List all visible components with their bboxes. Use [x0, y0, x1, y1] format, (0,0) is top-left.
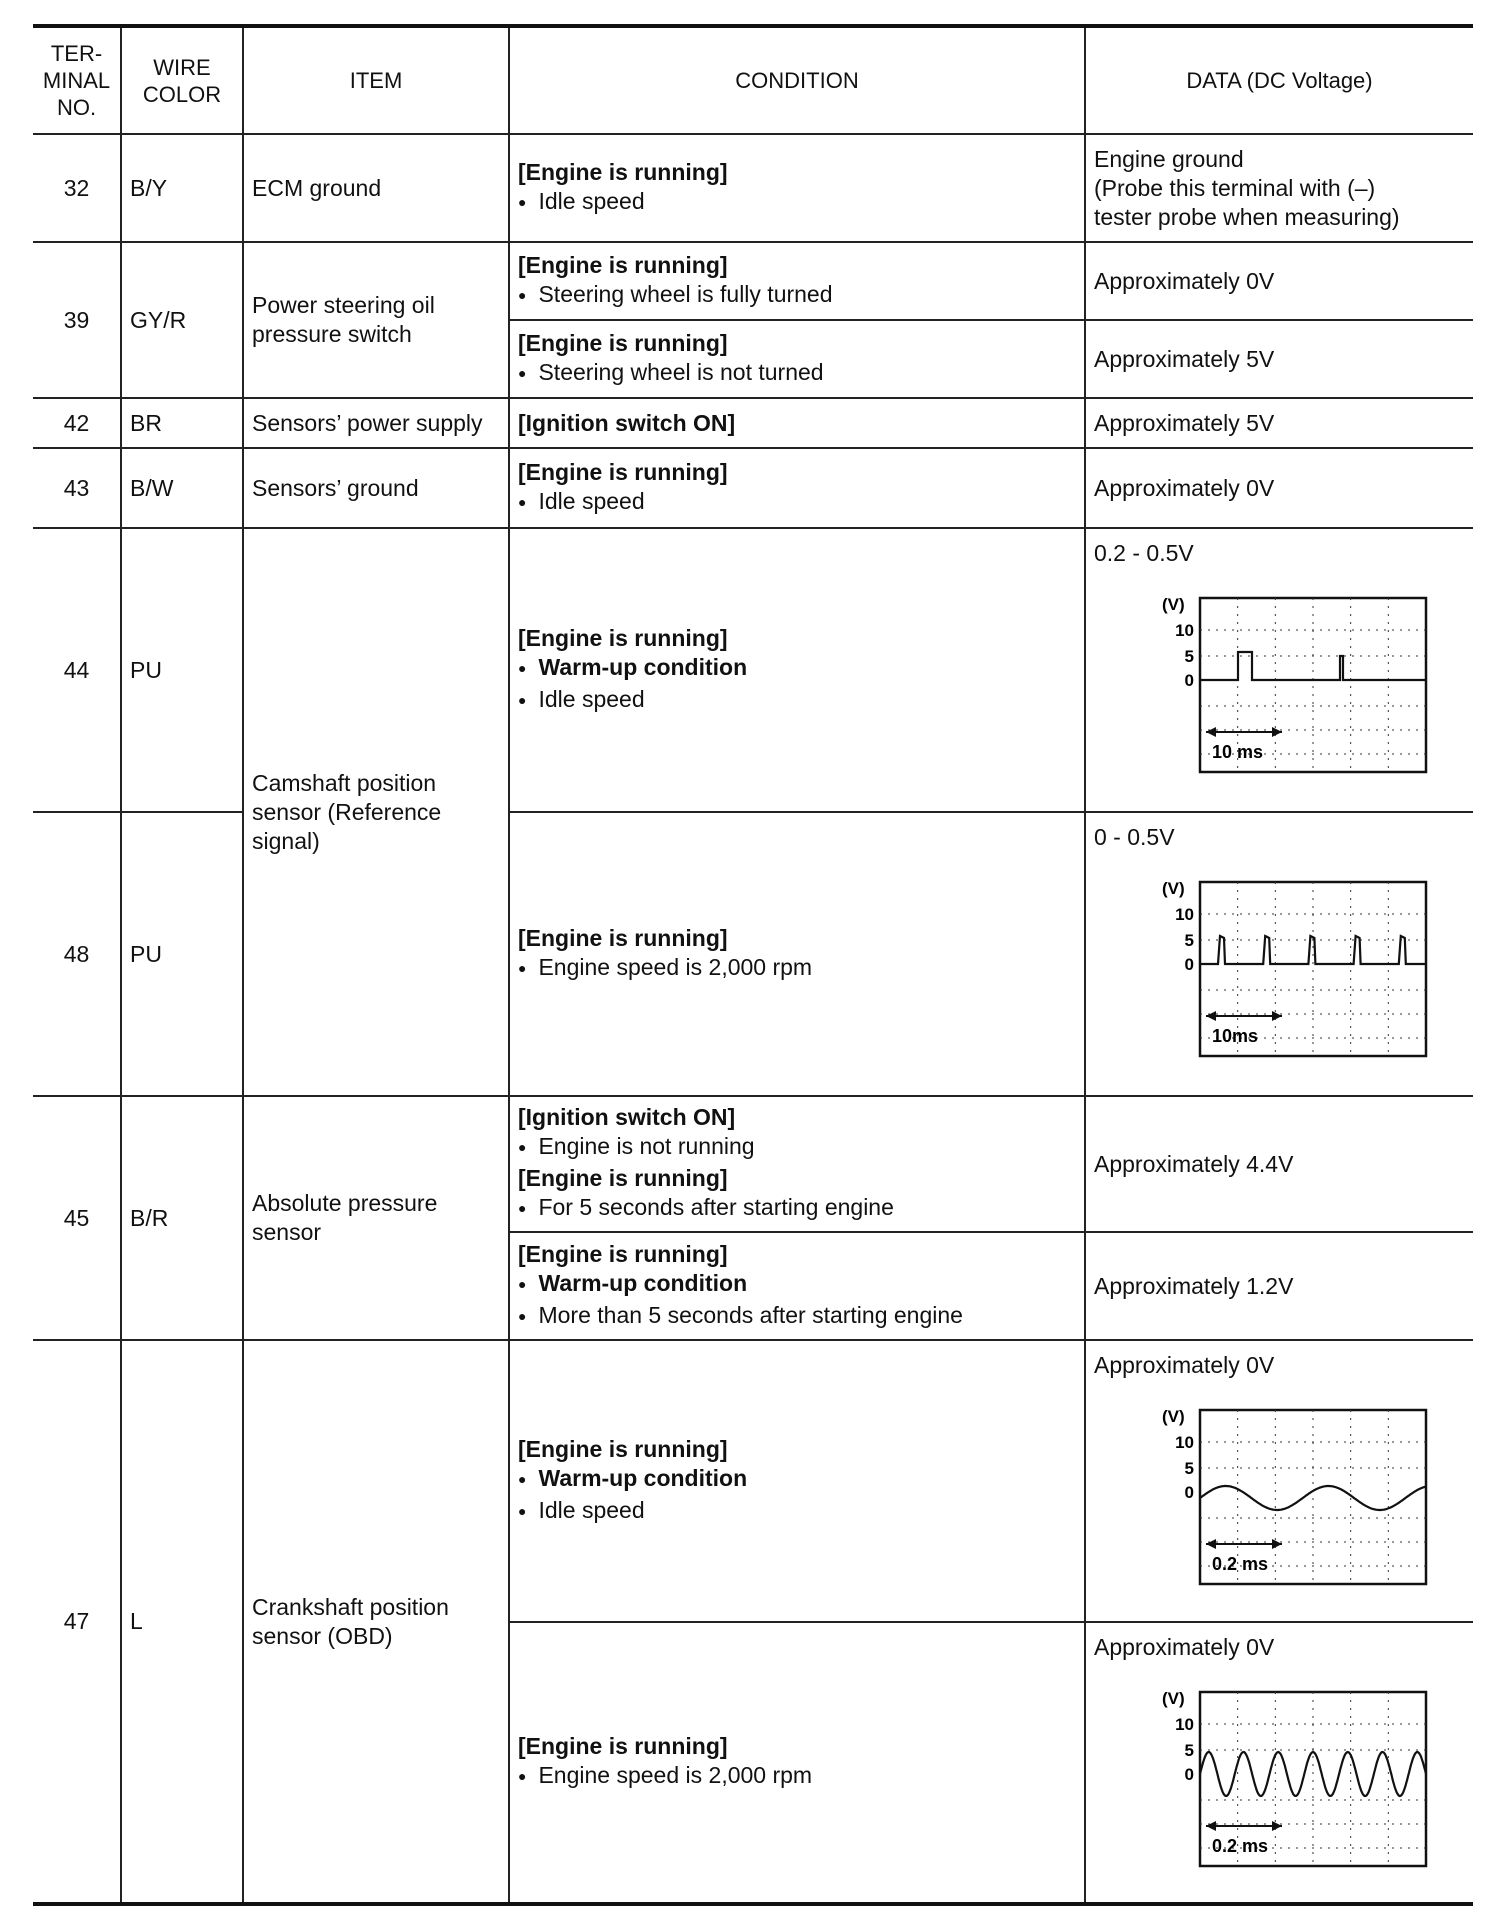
condition-bullet: ● Idle speed: [518, 1496, 1076, 1528]
condition-bullet: ● Engine is not running: [518, 1132, 1076, 1164]
oscilloscope-waveform: [1130, 578, 1430, 778]
item-line: sensor (OBD): [252, 1622, 393, 1649]
data-value: 0 - 0.5V: [1094, 824, 1175, 850]
item-line: Camshaft position: [252, 769, 437, 796]
condition-cell: [509, 812, 1085, 1096]
condition-header: [Engine is running]: [518, 1733, 728, 1759]
terminal-number: 45: [33, 1096, 121, 1340]
header-item: ITEM: [243, 26, 509, 134]
condition-bullet: ● Idle speed: [518, 487, 1076, 519]
item-name: Sensors’ power supply: [243, 398, 509, 448]
data-cell: Approximately 4.4V: [1085, 1096, 1473, 1232]
time-scale-label: 0.2 ms: [1212, 1836, 1269, 1856]
condition-bullet: ● Steering wheel is fully turned: [518, 280, 1076, 312]
condition-bullet: ● Engine speed is 2,000 rpm: [518, 1761, 1076, 1793]
item-line: Absolute pressure: [252, 1190, 438, 1216]
scope-unit-label: (V): [1162, 595, 1185, 614]
wire-color: GY/R: [121, 242, 243, 398]
item-line: sensor (Reference: [252, 798, 442, 825]
table-row-43: [33, 448, 1473, 528]
condition-header: [Engine is running]: [518, 251, 728, 278]
data-cell: [1085, 1340, 1473, 1622]
item-name: [243, 1340, 509, 1904]
condition-bullet: ● Idle speed: [518, 685, 1076, 717]
condition-header: [Engine is running]: [518, 924, 728, 951]
terminal-number: 43: [33, 448, 121, 528]
table-row-32: [33, 134, 1473, 242]
condition-header: [Ignition switch ON]: [518, 409, 736, 436]
condition-header: [Ignition switch ON]: [518, 1104, 736, 1130]
condition-bullet: ● Warm-up condition: [518, 1269, 1076, 1301]
header-terminal-line: MINAL: [42, 68, 111, 93]
condition-cell: [509, 1340, 1085, 1622]
terminal-number: 47: [33, 1340, 121, 1904]
item-name: [243, 528, 509, 1096]
data-line: (Probe this terminal with (–): [1094, 174, 1376, 201]
scope-tick-label: 5: [1184, 1459, 1194, 1478]
scope-tick-label: 10: [1175, 1715, 1194, 1734]
condition-header: [Engine is running]: [518, 458, 728, 485]
item-name: [243, 242, 509, 398]
condition-bullet: ● Steering wheel is not turned: [518, 358, 1076, 390]
wire-color: L: [121, 1340, 243, 1904]
scope-tick-label: 0: [1184, 671, 1194, 690]
scope-tick-label: 0: [1184, 1483, 1194, 1502]
condition-cell: [509, 1096, 1085, 1232]
terminal-number: 44: [33, 528, 121, 812]
item-line: signal): [252, 827, 320, 854]
table-row-47a: [33, 1340, 1473, 1622]
oscilloscope-waveform: [1130, 1390, 1430, 1590]
header-terminal-no: [33, 26, 121, 134]
scope-tick-label: 10: [1175, 621, 1194, 640]
header-wire-color: [121, 26, 243, 134]
item-line: Power steering oil: [252, 292, 435, 318]
condition-header: [Engine is running]: [518, 329, 728, 356]
wire-color: B/Y: [121, 134, 243, 242]
header-terminal-line: TER-: [50, 41, 103, 66]
condition-header: [Engine is running]: [518, 624, 728, 651]
scope-tick-label: 0: [1184, 1765, 1194, 1784]
scope-tick-label: 10: [1175, 1433, 1194, 1452]
scope-unit-label: (V): [1162, 1407, 1185, 1426]
table-row-44: [33, 528, 1473, 812]
data-cell: Approximately 5V: [1085, 398, 1473, 448]
item-line: sensor: [252, 1219, 322, 1245]
ecm-terminal-table: [33, 24, 1473, 1906]
condition-header: [Engine is running]: [518, 158, 728, 185]
scope-unit-label: (V): [1162, 1689, 1185, 1708]
scope-unit-label: (V): [1162, 879, 1185, 898]
oscilloscope-waveform: [1130, 862, 1430, 1062]
condition-cell: [509, 242, 1085, 320]
table-row-45a: [33, 1096, 1473, 1232]
condition-cell: [509, 528, 1085, 812]
time-scale-label: 10ms: [1212, 1026, 1259, 1046]
data-value: Approximately 0V: [1094, 1352, 1275, 1378]
time-scale-label: 10 ms: [1212, 742, 1264, 762]
terminal-number: 48: [33, 812, 121, 1096]
scope-tick-label: 5: [1184, 647, 1194, 666]
header-row: [33, 26, 1473, 134]
data-line: tester probe when measuring): [1094, 203, 1400, 230]
item-name: ECM ground: [243, 134, 509, 242]
terminal-number: 32: [33, 134, 121, 242]
header-condition: CONDITION: [509, 26, 1085, 134]
data-value: 0.2 - 0.5V: [1094, 540, 1194, 566]
wire-color: B/R: [121, 1096, 243, 1340]
scope-tick-label: 5: [1184, 931, 1194, 950]
condition-cell: [509, 320, 1085, 398]
condition-bullet: ● Warm-up condition: [518, 653, 1076, 685]
table-row-39a: [33, 242, 1473, 320]
condition-bullet: ● Engine speed is 2,000 rpm: [518, 953, 1076, 985]
data-cell: [1085, 812, 1473, 1096]
data-value: Approximately 0V: [1094, 1634, 1275, 1660]
scope-tick-label: 0: [1184, 955, 1194, 974]
condition-cell: [509, 134, 1085, 242]
scope-tick-label: 5: [1184, 1741, 1194, 1760]
wire-color: PU: [121, 812, 243, 1096]
data-cell: Approximately 1.2V: [1085, 1232, 1473, 1340]
data-cell: [1085, 528, 1473, 812]
terminal-number: 39: [33, 242, 121, 398]
wire-color: B/W: [121, 448, 243, 528]
item-line: pressure switch: [252, 321, 412, 347]
condition-cell: [509, 398, 1085, 448]
condition-bullet: ● Warm-up condition: [518, 1464, 1076, 1496]
header-wire-line: COLOR: [142, 81, 222, 107]
terminal-number: 42: [33, 398, 121, 448]
condition-cell: [509, 1232, 1085, 1340]
condition-bullet: ● Idle speed: [518, 187, 1076, 219]
item-name: Sensors’ ground: [243, 448, 509, 528]
table-row-42: [33, 398, 1473, 448]
scope-tick-label: 10: [1175, 905, 1194, 924]
time-scale-label: 0.2 ms: [1212, 1554, 1269, 1574]
header-data: DATA (DC Voltage): [1085, 26, 1473, 134]
data-cell: [1085, 1622, 1473, 1904]
oscilloscope-waveform: [1130, 1672, 1430, 1872]
header-terminal-line: NO.: [56, 95, 97, 120]
terminal-data-table-page: [33, 24, 1473, 1904]
data-cell: [1085, 134, 1473, 242]
condition-header: [Engine is running]: [518, 1165, 728, 1191]
condition-cell: [509, 1622, 1085, 1904]
wire-color: BR: [121, 398, 243, 448]
condition-header: [Engine is running]: [518, 1240, 728, 1267]
header-wire-line: WIRE: [153, 54, 211, 80]
data-cell: Approximately 0V: [1085, 448, 1473, 528]
condition-bullet: ● For 5 seconds after starting engine: [518, 1193, 1076, 1225]
data-cell: Approximately 5V: [1085, 320, 1473, 398]
condition-cell: [509, 448, 1085, 528]
wire-color: PU: [121, 528, 243, 812]
item-line: Crankshaft position: [252, 1593, 449, 1620]
condition-bullet: ● More than 5 seconds after starting engine: [518, 1301, 1076, 1333]
data-cell: Approximately 0V: [1085, 242, 1473, 320]
item-name: [243, 1096, 509, 1340]
condition-header: [Engine is running]: [518, 1435, 728, 1462]
data-line: Engine ground: [1094, 145, 1244, 172]
